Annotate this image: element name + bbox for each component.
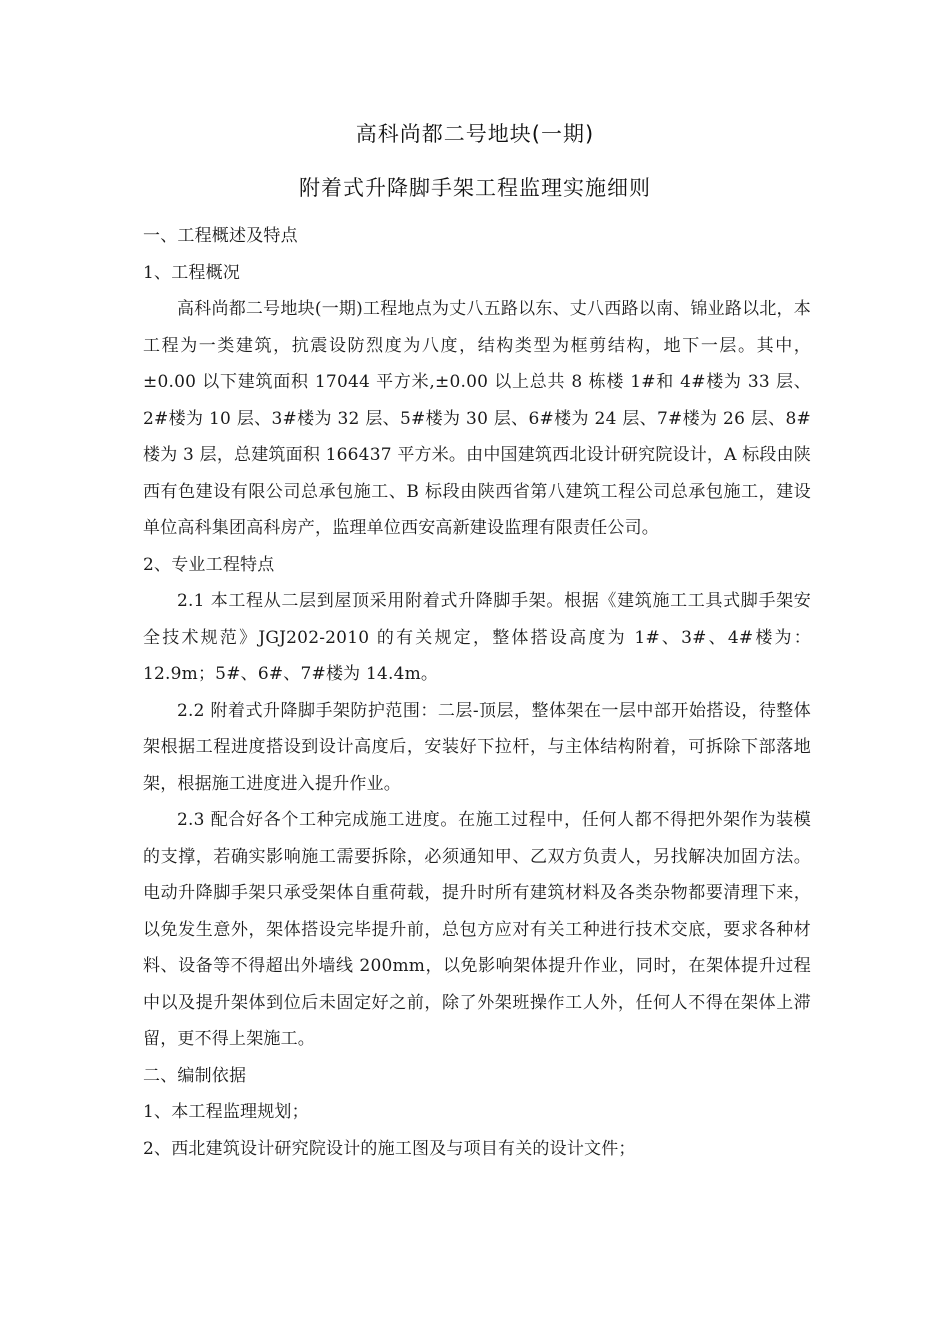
- list-item-basis-2: 2、西北建筑设计研究院设计的施工图及与项目有关的设计文件；: [143, 1138, 636, 1159]
- section-heading-1: 一、工程概述及特点: [143, 226, 298, 246]
- subsection-heading-1-1: 1、工程概况: [143, 262, 241, 283]
- list-item-basis-1: 1、本工程监理规划；: [143, 1102, 309, 1122]
- document-title-line1: 高科尚都二号地块(一期): [355, 122, 595, 146]
- subsection-heading-1-2: 2、专业工程特点: [143, 554, 275, 575]
- document-title-line2: 附着式升降脚手架工程监理实施细则: [299, 176, 651, 200]
- document-body: [143, 218, 811, 1167]
- paragraph-2-1: 2.1 本工程从二层到屋顶采用附着式升降脚手架。根据《建筑施工工具式脚手架安全技术规范》JGJ202-2010 的有关规定，整体搭设高度为 1#、3#、4#楼为：12.9m；5#、6#、7#楼为 14.4m。: [143, 591, 811, 684]
- section-heading-2: 二、编制依据: [143, 1065, 247, 1086]
- paragraph-2-3: 2.3 配合好各个工种完成施工进度。在施工过程中，任何人都不得把外架作为装模的支撑，若确实影响施工需要拆除，必须通知甲、乙双方负责人，另找解决加固方法。电动升降脚手架只承受架体自重荷载，提升时所有建筑材料及各类杂物都要清理下来，以免发生意外，架体搭设完毕提升前，总包方应对有关工种进行技术交底，要求各种材料、设备等不得超出外墙线 200mm，以免影响架体提升作业，同时，在架体提升过程中以及提升架体到位后未固定好之前，除了外架班操作工人外，任何人不得在架体上滞留，更不得上架施工。: [143, 810, 811, 1049]
- paragraph-2-2: 2.2 附着式升降脚手架防护范围：二层-顶层，整体架在一层中部开始搭设，待整体架根据工程进度搭设到设计高度后，安装好下拉杆，与主体结构附着，可拆除下部落地架，根据施工进度进入提升作业。: [143, 700, 811, 794]
- paragraph-project-overview: 高科尚都二号地块(一期)工程地点为丈八五路以东、丈八西路以南、锦业路以北，本工程为一类建筑，抗震设防烈度为八度，结构类型为框剪结构，地下一层。其中，±0.00 以下建筑面积 17044 平方米,±0.00 以上总共 8 栋楼 1#和 4#楼为 33 层、2#楼为 10 层、3#楼为 32 层、5#楼为 30 层、6#楼为 24 层、7#楼为 26 层、8#楼为 3 层，总建筑面积 166437 平方米。由中国建筑西北设计研究院设计，A 标段由陕西有色建设有限公司总承包施工、B 标段由陕西省第八建筑工程公司总承包施工，建设单位高科集团高科房产，监理单位西安高新建设监理有限责任公司。: [143, 299, 812, 538]
